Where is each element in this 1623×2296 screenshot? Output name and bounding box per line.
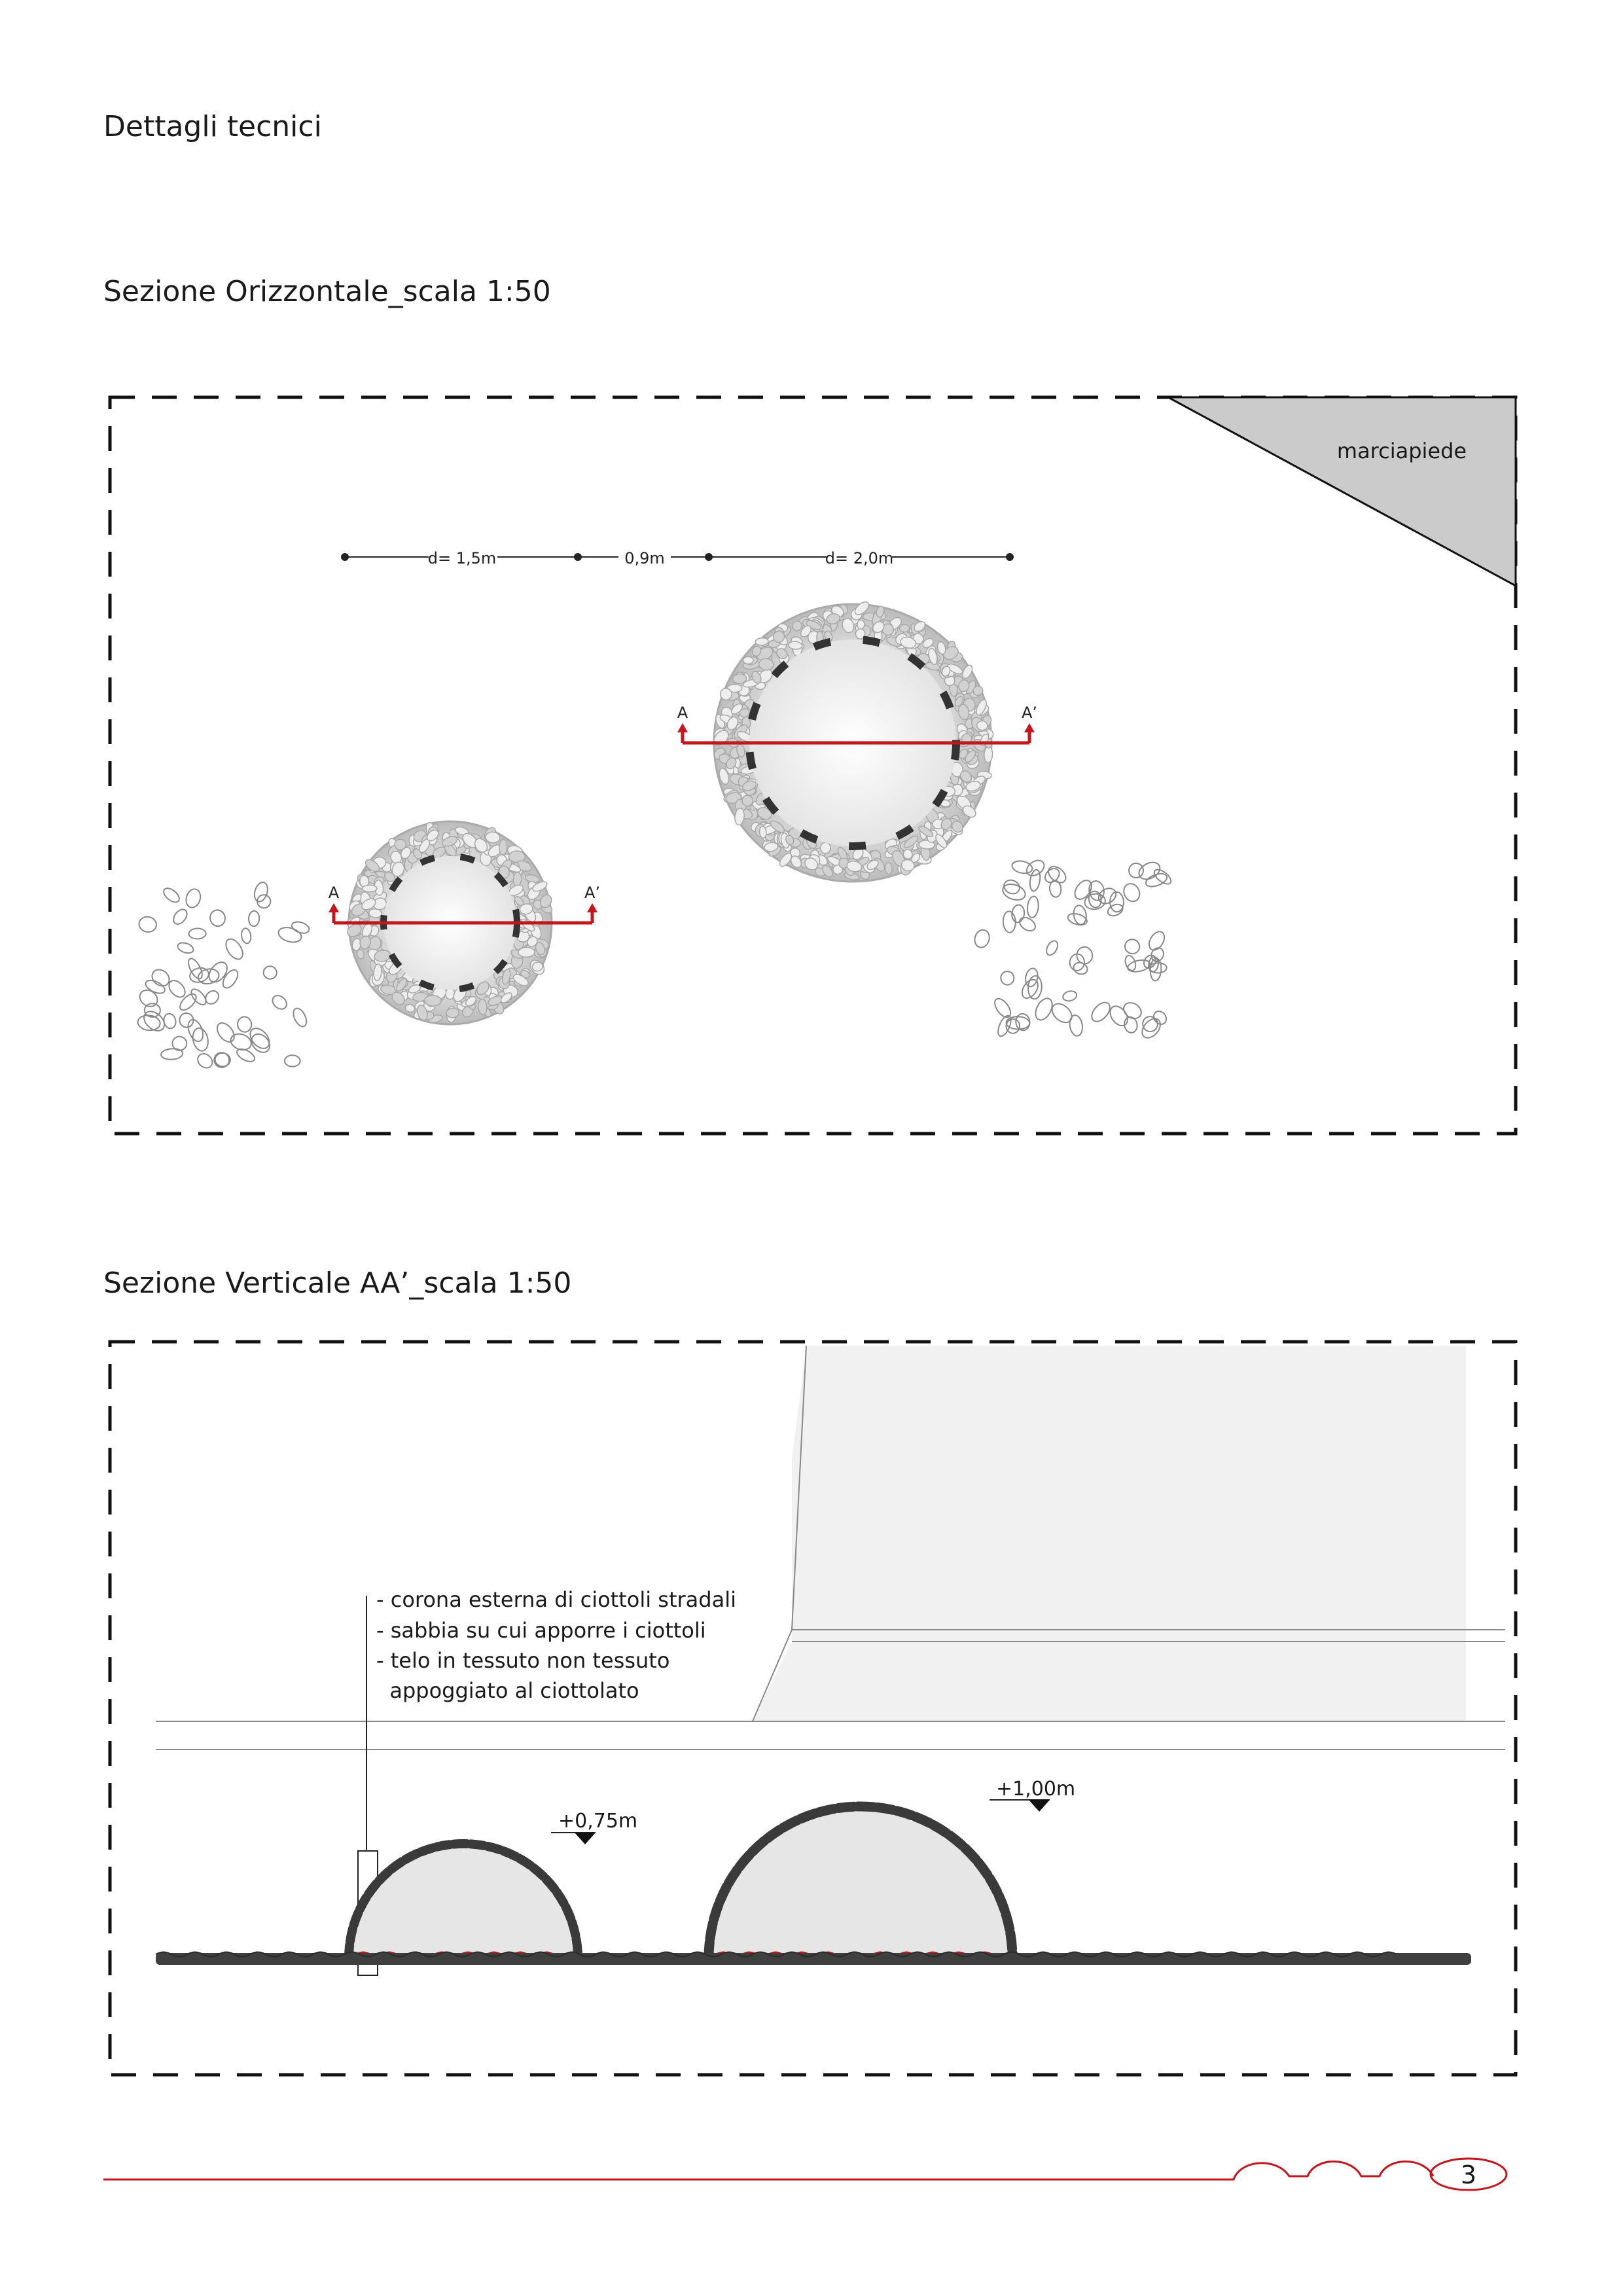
pebble	[885, 863, 893, 874]
pebble	[1062, 990, 1078, 1002]
pebble	[137, 915, 157, 933]
dome-large	[709, 1806, 1012, 1958]
pebble	[820, 842, 831, 854]
pebble	[144, 978, 167, 996]
pebble	[1024, 857, 1047, 879]
pebble	[1140, 1014, 1160, 1033]
pebble	[185, 1018, 205, 1044]
dome-small	[349, 1844, 579, 1958]
pebble	[184, 888, 203, 910]
pebble	[177, 1011, 196, 1030]
section-mark-a-prime: A’	[1021, 704, 1038, 722]
pebble	[513, 872, 522, 887]
pebble	[984, 746, 993, 762]
page-number: 3	[1460, 2161, 1477, 2189]
pebble	[1011, 859, 1033, 875]
ground-pebble-line	[156, 1952, 1471, 1965]
dimension-label: d= 2,0m	[825, 549, 894, 567]
pebble	[1106, 902, 1124, 918]
legend-line: - sabbia su cui apporre i ciottoli	[376, 1618, 706, 1643]
pebble	[972, 928, 991, 949]
pebble	[249, 911, 260, 927]
pebble	[171, 1036, 187, 1051]
pebble	[1139, 1015, 1164, 1041]
pebble	[1017, 915, 1037, 934]
pebble	[277, 925, 303, 944]
pebble	[1144, 871, 1168, 889]
pebble	[253, 881, 270, 904]
footer-line	[103, 2159, 1507, 2190]
height-label: +0,75m	[558, 1810, 638, 1833]
section-mark-a: A	[677, 704, 688, 722]
pebble	[1127, 958, 1151, 973]
pebble	[1126, 861, 1147, 881]
section-mark-a: A	[328, 884, 340, 902]
pebble	[208, 908, 226, 928]
pebble	[240, 927, 251, 944]
pebble	[1151, 1009, 1169, 1027]
pebble	[291, 1007, 309, 1029]
pebble	[900, 624, 910, 632]
pebble	[732, 673, 747, 684]
wall-elevation	[156, 1346, 1505, 1749]
pebble	[1067, 912, 1088, 927]
pebble	[177, 991, 199, 1013]
sidewalk	[1168, 397, 1516, 586]
pebble	[1096, 886, 1119, 906]
pebble	[1044, 939, 1060, 958]
pebble	[211, 1050, 232, 1070]
pebble	[1146, 929, 1168, 952]
horizontal-section-title: Sezione Orizzontale_scala 1:50	[103, 275, 551, 308]
sidewalk-label: marciapiede	[1336, 439, 1467, 463]
pebble	[188, 928, 205, 939]
legend-line: - corona esterna di ciottoli stradali	[376, 1587, 736, 1612]
pebble	[999, 970, 1015, 986]
pebble	[162, 1013, 177, 1030]
dimension-label: d= 1,5m	[427, 549, 497, 567]
scattered-pebbles-right	[972, 857, 1173, 1041]
section-mark-a-prime: A’	[584, 884, 601, 902]
legend-line: appoggiato al ciottolato	[376, 1678, 639, 1703]
pebble	[395, 839, 406, 850]
height-marker-large	[990, 1800, 1050, 1812]
height-marker-small	[551, 1833, 596, 1844]
pebble	[176, 941, 194, 956]
pebble	[1071, 877, 1095, 902]
pebble	[499, 839, 507, 855]
pebble	[755, 637, 768, 645]
pebble	[270, 993, 289, 1012]
dimension-label: 0,9m	[624, 549, 665, 567]
pebble	[195, 1051, 215, 1071]
scattered-pebbles-left	[137, 881, 311, 1071]
pebble	[1088, 999, 1113, 1025]
pebble	[285, 1055, 300, 1067]
pebble-ring-large	[711, 600, 995, 882]
pebble	[446, 1008, 459, 1018]
pebble	[263, 966, 277, 979]
pebble	[1068, 1014, 1084, 1037]
pebble	[237, 1016, 253, 1033]
pebble	[220, 967, 240, 990]
pebble	[1003, 911, 1016, 933]
pebble	[214, 1020, 238, 1045]
pebble	[425, 995, 442, 1006]
pebble	[518, 947, 535, 958]
height-label: +1,00m	[996, 1778, 1076, 1801]
pebble	[248, 1030, 274, 1056]
pebble	[171, 907, 190, 927]
pebble	[857, 620, 865, 630]
pebble	[137, 987, 161, 1010]
pebble	[363, 885, 378, 891]
pebble	[1120, 999, 1144, 1022]
legend-line: - telo in tessuto non tessuto	[376, 1648, 670, 1673]
pebble	[291, 920, 311, 935]
vertical-section-title: Sezione Verticale AA’_scala 1:50	[103, 1266, 572, 1300]
pebble	[1122, 937, 1142, 956]
pebble	[743, 656, 753, 664]
pebble	[1026, 896, 1039, 918]
pebble	[976, 721, 988, 731]
pebble	[1027, 975, 1043, 999]
pebble	[161, 886, 181, 905]
page-title: Dettagli tecnici	[103, 110, 322, 143]
